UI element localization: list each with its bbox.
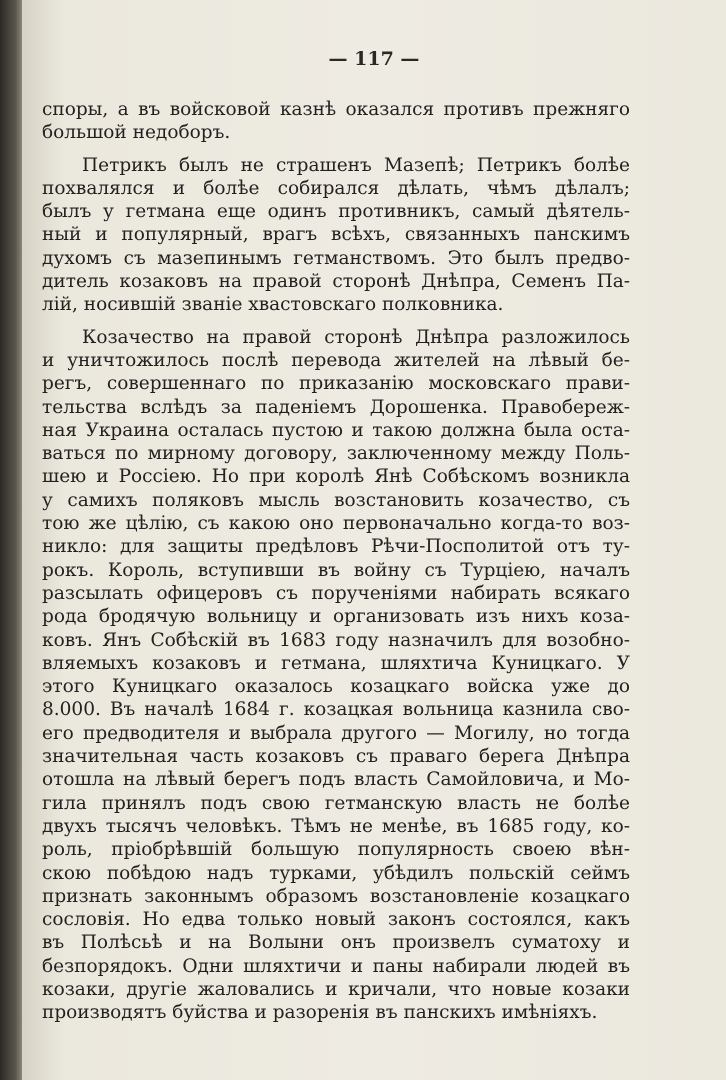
text-line: признать законнымъ образомъ возстановленіе козацкаго: [42, 885, 630, 907]
text-line: значительная часть козаковъ съ праваго берега Днѣпра: [42, 746, 630, 768]
text-line: регъ, совершеннаго по приказанію московскаго прави-: [42, 373, 630, 395]
paragraph-gap: [42, 145, 630, 154]
text-line: ковъ. Янъ Собѣскій въ 1683 году назначилъ для возобно-: [42, 629, 630, 651]
text-line: никло: для защиты предѣловъ Рѣчи-Посполитой отъ ту-: [42, 536, 630, 558]
paragraph-gap: [42, 317, 630, 326]
text-line: былъ у гетмана еще одинъ противникъ, самый дѣятель-: [42, 201, 630, 223]
text-line: его предводителя и выбрала другого — Могилу, но тогда: [42, 722, 630, 744]
text-line: въ Полѣсьѣ и на Волыни онъ произвелъ суматоху и: [42, 932, 630, 954]
text-line: безпорядокъ. Одни шляхтичи и паны набирали людей въ: [42, 955, 630, 977]
text-line: похвалялся и болѣе собирался дѣлать, чѣмъ дѣлалъ;: [42, 177, 630, 199]
text-line: разсылать офицеровъ съ порученіями набирать всякаго: [42, 582, 630, 604]
text-line: производятъ буйства и разоренія въ панскихъ имѣніяхъ.: [42, 1002, 598, 1024]
text-line: у самихъ поляковъ мысль возстановить козачество, съ: [42, 489, 630, 511]
text-line: рода бродячую вольницу и организовать изъ нихъ коза-: [42, 606, 630, 628]
text-line: вляемыхъ козаковъ и гетмана, шляхтича Куницкаго. У: [42, 652, 630, 674]
text-line: духомъ съ мазепинымъ гетманствомъ. Это былъ предво-: [42, 247, 630, 269]
text-line: гила принялъ подъ свою гетманскую власть не болѣе: [42, 792, 630, 814]
page-number: — 117 —: [328, 48, 420, 70]
text-line: отошла на лѣвый берегъ подъ власть Самойловича, и Мо-: [42, 769, 630, 791]
text-line: 8.000. Въ началѣ 1684 г. козацкая вольница казнила сво-: [42, 699, 630, 721]
text-line: Козачество на правой сторонѣ Днѣпра разложилось: [82, 326, 630, 348]
text-line: козаки, другіе жаловались и кричали, что новые козаки: [42, 978, 630, 1000]
text-line: двухъ тысячъ человѣкъ. Тѣмъ не менѣе, въ 1685 году, ко-: [42, 815, 630, 837]
text-line: ваться по мирному договору, заключенному между Поль-: [42, 443, 630, 465]
text-line: ный и популярный, врагъ всѣхъ, связанныхъ панскимъ: [42, 224, 630, 246]
text-line: и уничтожилось послѣ перевода жителей на лѣвый бе-: [42, 349, 630, 371]
text-line: этого Куницкаго оказалось козацкаго войска уже до: [42, 676, 630, 698]
text-line: лій, носившій званіе хвастовскаго полковника.: [42, 294, 504, 316]
text-line: Петрикъ былъ не страшенъ Мазепѣ; Петрикъ болѣе: [82, 154, 630, 176]
text-line: большой недоборъ.: [42, 122, 231, 144]
text-line: тельства вслѣдъ за паденіемъ Дорошенка. Правобереж-: [42, 396, 630, 418]
text-line: ная Украина осталась пустою и такою должна была оста-: [42, 419, 630, 441]
text-line: рокъ. Король, вступивши въ войну съ Турціею, началъ: [42, 559, 630, 581]
text-line: тою же цѣлію, съ какою оно первоначально когда-то воз-: [42, 513, 630, 535]
text-line: шею и Россіею. Но при королѣ Янѣ Собѣскомъ возникла: [42, 466, 630, 488]
text-line: скою побѣдою надъ турками, убѣдилъ польскій сеймъ: [42, 862, 630, 884]
book-gutter: [0, 0, 22, 1080]
paragraph: [42, 326, 630, 1025]
text-line: дитель козаковъ на правой сторонѣ Днѣпра, Семенъ Па-: [42, 271, 630, 293]
paragraph: [42, 98, 630, 145]
body-text: [42, 98, 630, 1025]
book-page: [22, 0, 726, 1080]
text-line: сословія. Но едва только новый законъ состоялся, какъ: [42, 909, 630, 931]
text-line: роль, пріобрѣвшій большую популярность своею вѣн-: [42, 839, 630, 861]
text-line: споры, а въ войсковой казнѣ оказался противъ прежняго: [42, 99, 630, 120]
paragraph: [42, 154, 630, 317]
